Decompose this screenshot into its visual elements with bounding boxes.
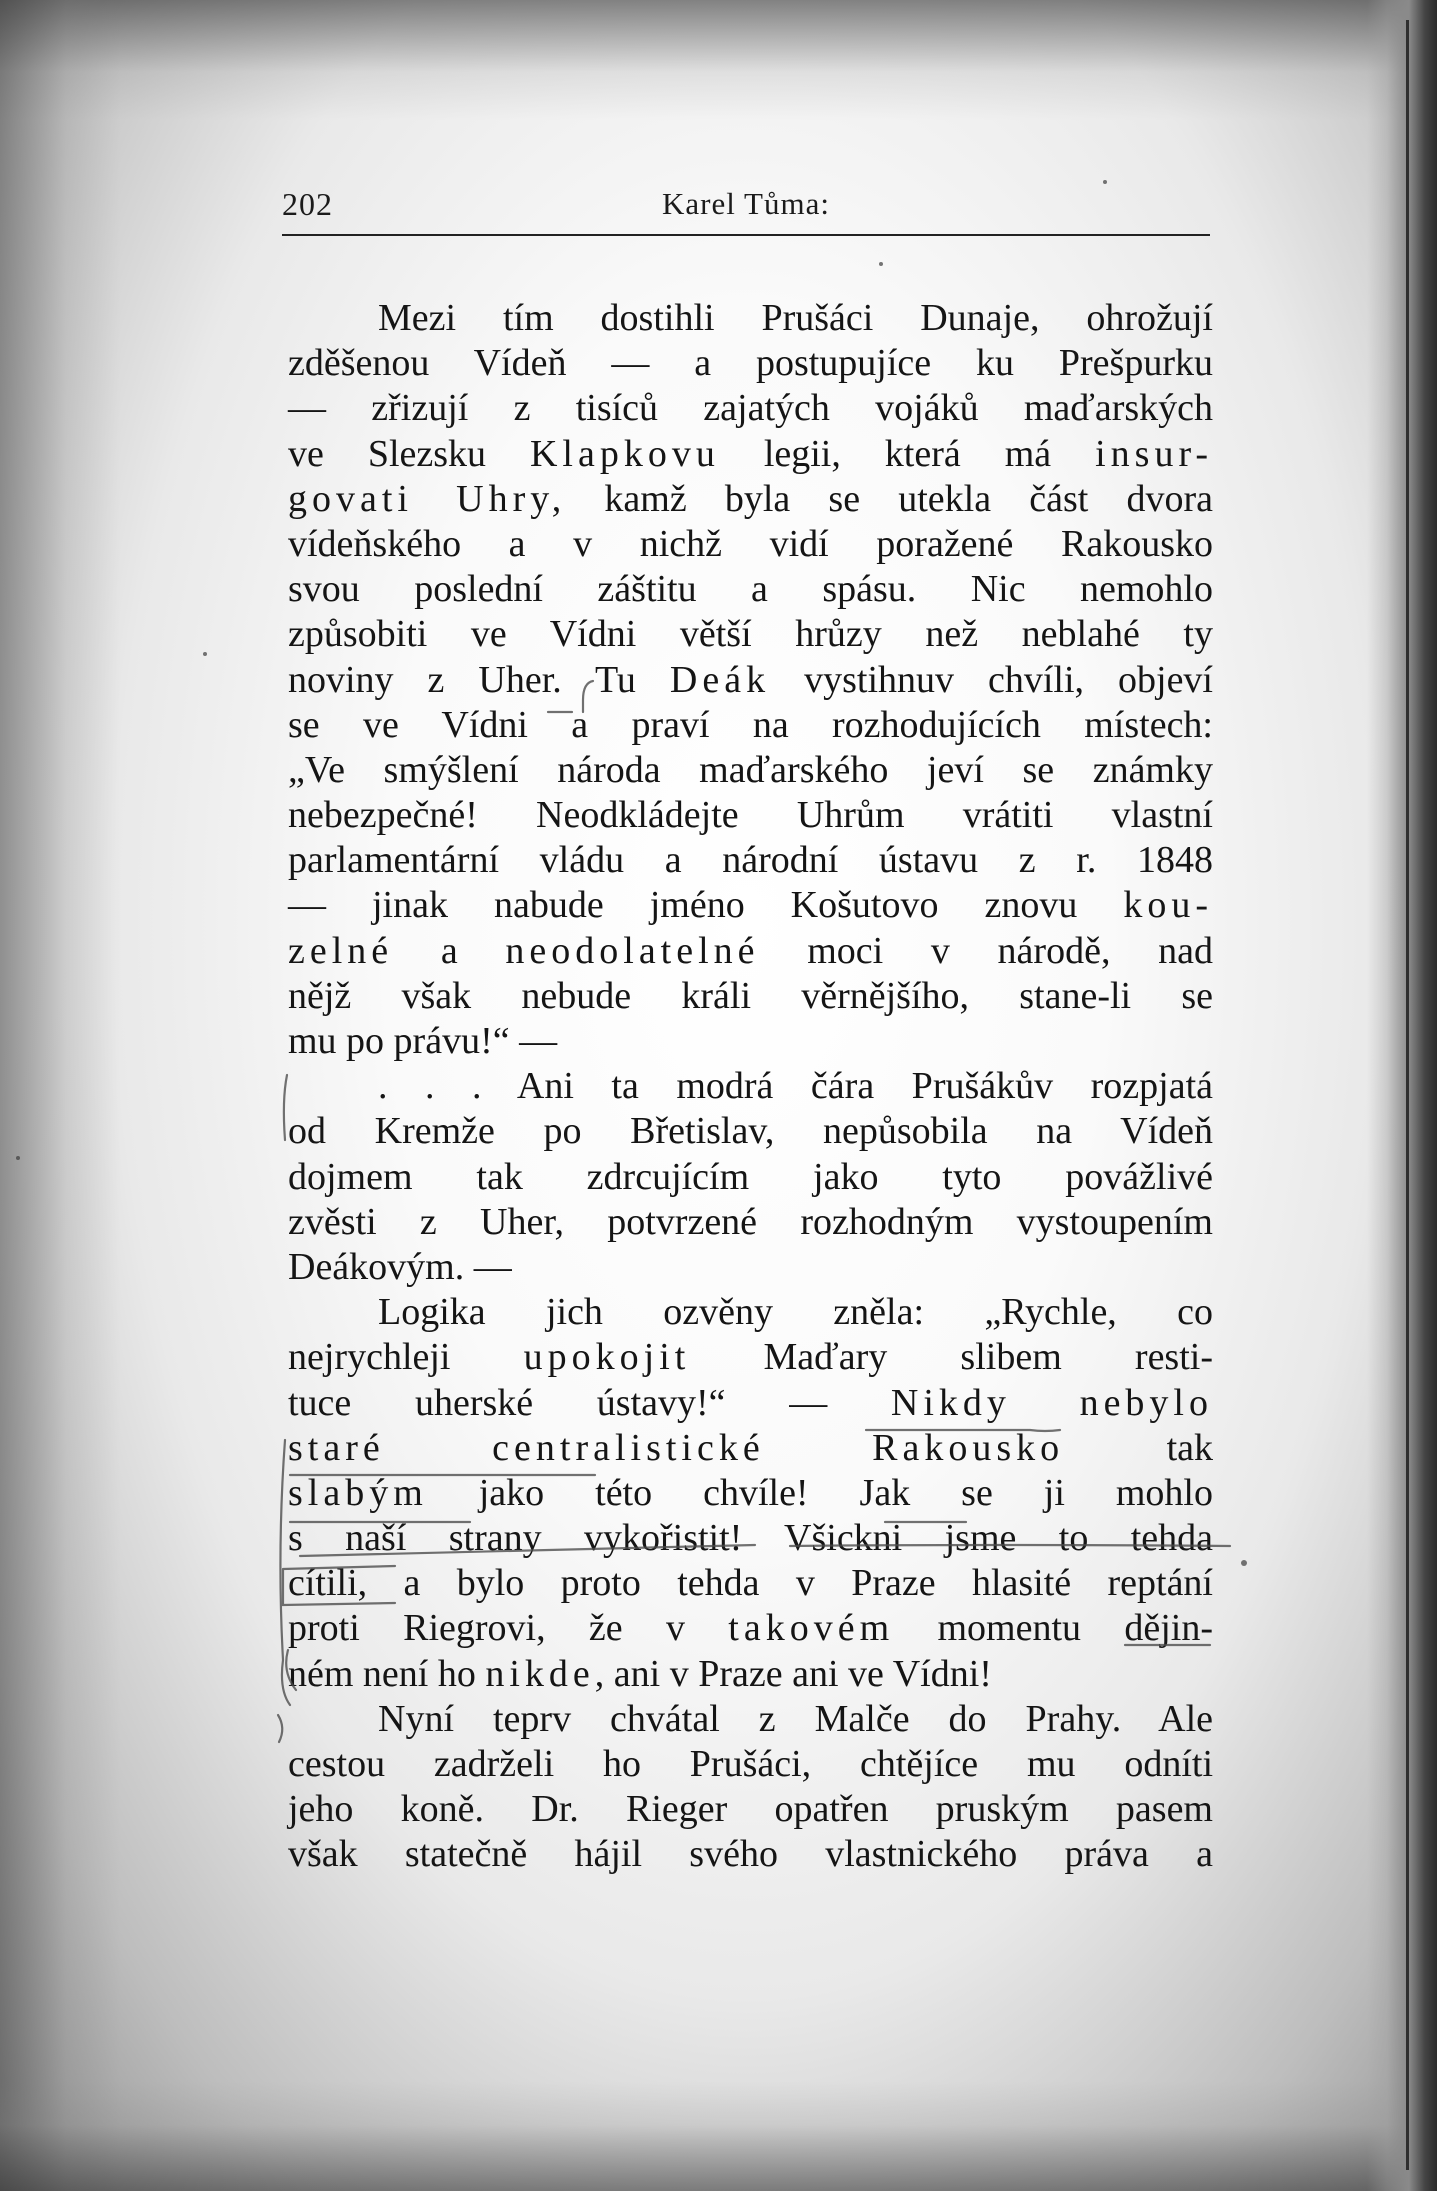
spaced-emphasis: staré centralistické Rakousko	[288, 1426, 1065, 1469]
text-line: nejrychleji upokojit Maďary slibem resti-	[288, 1336, 1213, 1379]
page-shadow-left	[0, 0, 120, 2191]
text-line: svou poslední záštitu a spásu. Nic nemohlo	[288, 568, 1213, 611]
text-line: Mezi tím dostihli Prušáci Dunaje, ohrožují	[378, 297, 1213, 339]
text-line: nebezpečné! Neodkládejte Uhrům vrátiti vlastní	[288, 794, 1213, 837]
text-line: proti Riegrovi, že v takovém momentu dějin-	[288, 1607, 1213, 1650]
text-line: noviny z Uher. Tu Deák vystihnuv chvíli, objeví	[288, 658, 1213, 701]
page-shadow-bottom	[0, 2081, 1437, 2191]
spaced-emphasis: takovém	[728, 1607, 895, 1650]
text-line: zvěsti z Uher, potvrzené rozhodným vystoupením	[288, 1200, 1213, 1243]
text-line: s naší strany vykořistit! Všickni jsme to tehda	[288, 1517, 1213, 1560]
text-line: zelné a neodolatelné moci v národě, nad	[288, 929, 1213, 972]
page-header	[282, 186, 1210, 236]
text-line: cítili, a bylo proto tehda v Praze hlasité reptání	[288, 1562, 1213, 1605]
body-text	[288, 296, 1213, 1878]
text-line: Deákovým. —	[288, 1245, 512, 1288]
spaced-emphasis: slabým	[288, 1471, 428, 1514]
spaced-emphasis: insur-	[1095, 432, 1213, 475]
text-line: ném není ho nikde, ani v Praze ani ve Vídni!	[288, 1652, 992, 1695]
spaced-emphasis: upokojit	[523, 1336, 691, 1379]
page-number: 202	[282, 186, 333, 222]
text-line: „Ve smýšlení národa maďarského jeví se známky	[288, 748, 1213, 791]
text-line: od Kremže po Břetislav, nepůsobila na Vídeň	[288, 1110, 1213, 1153]
dust-speck	[203, 652, 207, 656]
text-line: ve Slezsku Klapkovu legii, která má insur-	[288, 432, 1213, 475]
page-shadow-top	[0, 0, 1437, 120]
spaced-emphasis: Deák	[669, 658, 771, 701]
running-head: Karel Tůma:	[662, 186, 830, 221]
spaced-emphasis: Nikdy nebylo	[890, 1381, 1213, 1424]
spaced-emphasis: Klapkovu	[529, 432, 720, 475]
text-line: Logika jich ozvěny zněla: „Rychle, co	[378, 1291, 1213, 1334]
text-line: způsobiti ve Vídni větší hrůzy než neblahé ty	[288, 613, 1213, 656]
text-line: se ve Vídni a praví na rozhodujících místech:	[288, 703, 1213, 746]
text-line: vídeňského a v nichž vidí poražené Rakousko	[288, 522, 1213, 565]
text-line: . . . Ani ta modrá čára Prušákův rozpjatá	[378, 1065, 1213, 1108]
pencil-dot	[1241, 1560, 1247, 1566]
text-line: Nyní teprv chvátal z Malče do Prahy. Ale	[378, 1697, 1213, 1740]
text-line: však statečně hájil svého vlastnického práva a	[288, 1833, 1213, 1876]
spaced-emphasis: govati Uhry,	[288, 477, 567, 520]
book-binding-edge	[1367, 0, 1437, 2191]
dust-speck	[879, 262, 883, 266]
text-line: tuce uherské ústavy!“ — Nikdy nebylo	[288, 1381, 1213, 1424]
pencil-bracket-paragraph	[284, 1075, 287, 1140]
text-line: — zřizují z tisíců zajatých vojáků maďarských	[288, 387, 1213, 430]
dust-speck	[16, 1156, 20, 1160]
text-line: cestou zadrželi ho Prušáci, chtějíce mu odníti	[288, 1743, 1213, 1785]
spaced-emphasis: nikde	[485, 1652, 595, 1695]
text-line: govati Uhry, kamž byla se utekla část dvora	[288, 477, 1213, 520]
text-line: jeho koně. Dr. Rieger opatřen pruským pasem	[288, 1788, 1213, 1831]
pencil-curl-bottom	[278, 1715, 282, 1742]
text-line: — jinak nabude jméno Košutovo znovu kou-	[288, 884, 1213, 927]
text-line: dojmem tak zdrcujícím jako tyto povážlivé	[288, 1155, 1213, 1198]
spaced-emphasis: kou-	[1123, 884, 1213, 927]
text-line: mu po právu!“ —	[288, 1020, 558, 1062]
spaced-emphasis: neodolatelné	[505, 929, 760, 972]
spaced-emphasis: zelné	[288, 929, 394, 972]
text-line: zděšenou Vídeň — a postupujíce ku Prešpurku	[288, 342, 1213, 385]
text-line: staré centralistické Rakousko tak	[288, 1426, 1213, 1469]
binding-line	[1406, 20, 1409, 2170]
dust-speck	[1103, 180, 1107, 184]
text-line: nějž však nebude králi věrnějšího, stane-li se	[288, 974, 1213, 1017]
text-line: parlamentární vládu a národní ústavu z r. 1848	[288, 839, 1213, 882]
text-line: slabým jako této chvíle! Jak se ji mohlo	[288, 1471, 1213, 1514]
